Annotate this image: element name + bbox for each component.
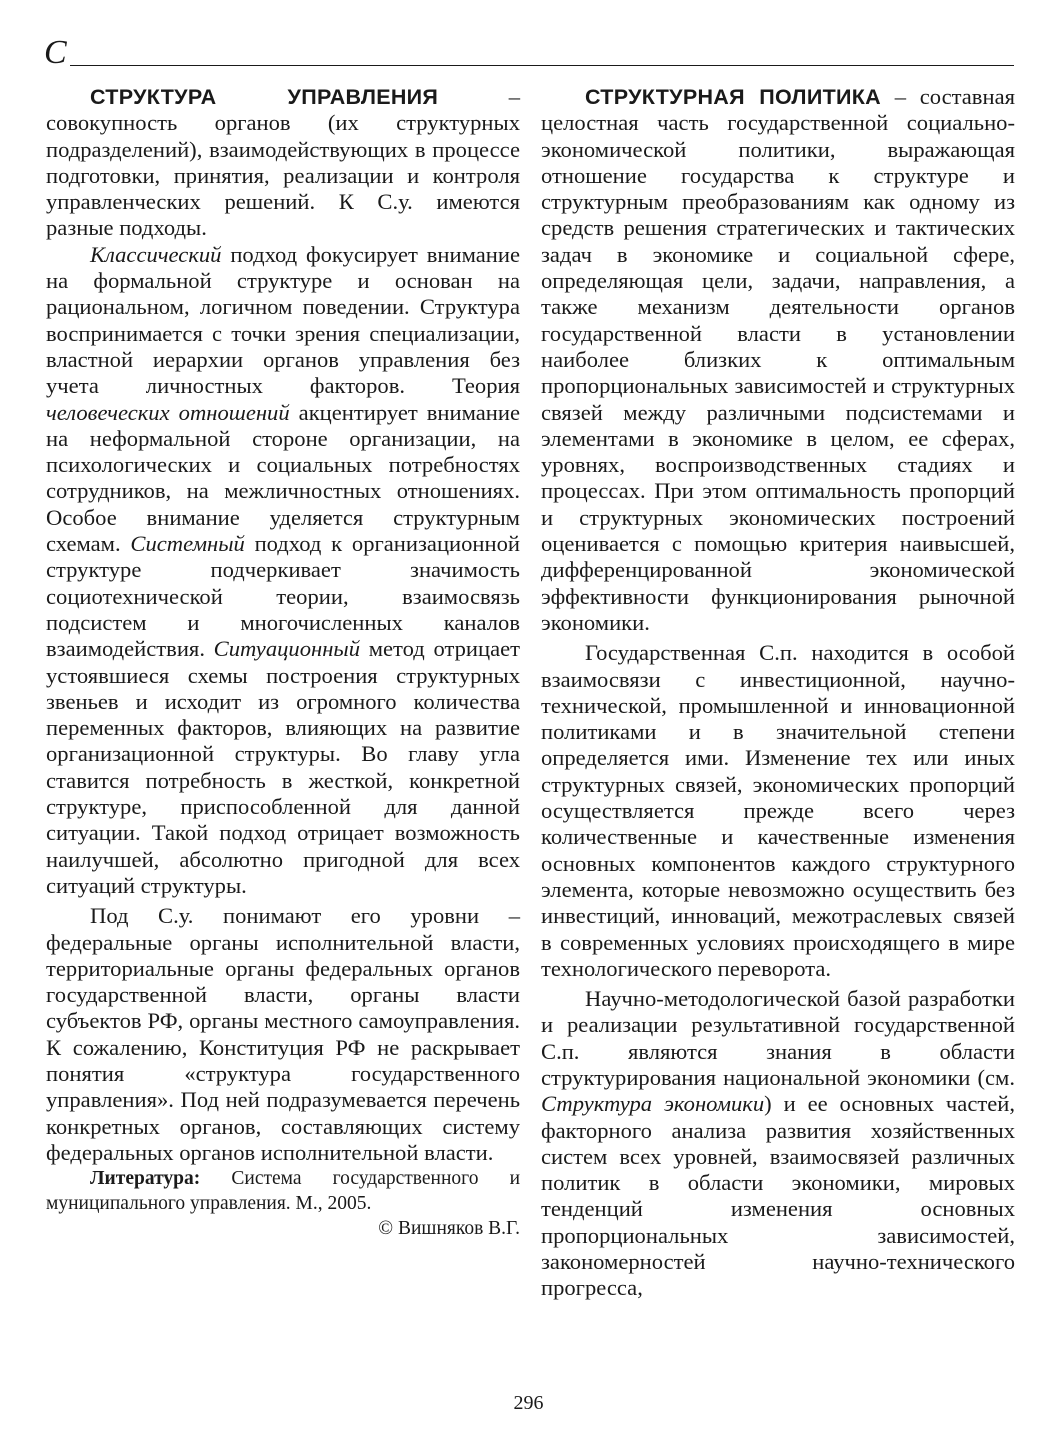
running-header	[44, 34, 1014, 70]
approaches-paragraph: Классический подход фокусирует внимание на формальной структуре и основан на рациональном, логичном поведении. Структура воспринимается с точки зрения специализации, властной иерархии органов управления без учета личностных факторов. Теория человеческих отношений акцентирует внимание на неформальной стороне организации, на психологических и социальных потребностях сотрудников, на межличностных отношениях. Особое внимание уделяется структурным схемам. Системный подход к организационной структуре подчеркивает значимость социотехнической теории, взаимосвязь подсистем и многочисленных каналов взаимодействия. Ситуационный метод отрицает устоявшиеся схемы построения структурных звеньев и исходит из огромного количества переменных факторов, влияющих на развитие организационной структуры. Во главу угла ставится потребность в жесткой, конкретной структуре, приспособленной для данной ситуации. Такой подход отрицает возможность наилучшей, абсолютно пригодной для всех ситуаций структуры.	[46, 241, 521, 898]
page-number: 296	[513, 1392, 544, 1414]
author-credit: © Вишняков В.Г.	[378, 1218, 520, 1240]
left-column	[46, 84, 520, 1242]
entry-term: СТРУКТУРНАЯ ПОЛИТИКА	[585, 85, 882, 109]
cross-reference: Структура экономики	[541, 1091, 765, 1117]
right-column	[541, 84, 1015, 1302]
entry-term: СТРУКТУРА УПРАВЛЕНИЯ	[90, 85, 439, 109]
header-letter: С	[44, 34, 67, 71]
levels-paragraph: Под С.у. понимают его уровни – федеральные органы исполнительной власти, территориальные органы федеральных органов государственной власти, органы власти субъектов РФ, органы местного самоуправления. К сожалению, Конституция РФ не раскрывает понятия «структура государственного управления». Под ней подразумевается перечень конкретных органов, составляющих систему федеральных органов исполнительной власти.	[46, 903, 520, 1165]
entry-structure-definition: СТРУКТУРА УПРАВЛЕНИЯ – совокупность органов (их структурных подразделений), взаимодействующих в процессе подготовки, принятия, реализации и контроля управленческих решений. К С.у. имеются разные подходы.	[46, 84, 520, 241]
header-rule	[70, 65, 1014, 66]
methodology-paragraph: Научно-методологической базой разработки и реализации результативной государственной С.п. являются знания в области структурирования национальной экономики (см. Структура экономики) и ее основных частей, факторного анализа развития хозяйственных систем всех уровней, взаимосвязей различных политик в области экономики, мировых тенденций изменения основных пропорциональных зависимостей, закономерностей научно-технического прогресса,	[541, 986, 1015, 1301]
entry-policy-definition: СТРУКТУРНАЯ ПОЛИТИКА – составная целостная часть государственной социально-экономической политики, выражающая отношение государства к структуре и структурным преобразованиям как одному из средств решения стратегических и тактических задач в экономике и социальной сфере, определяющая цели, задачи, направления, а также механизм деятельности органов государственной власти в установлении наиболее близких к оптимальным пропорциональных зависимостей и структурных связей между различными подсистемами и элементами в экономике в целом, ее сферах, уровнях, воспроизводственных стадиях и процессах. При этом оптимальность пропорций и структурных экономических построений оценивается с помощью критерия наивысшей, дифференцированной экономической эффективности функционирования рыночной экономики.	[541, 84, 1015, 635]
literature-reference: Литература: Система государственного и муниципального управления. М., 2005.	[46, 1168, 520, 1215]
relation-paragraph: Государственная С.п. находится в особой взаимосвязи с инвестиционной, научно-технической, промышленной и инновационной политиками и в значительной степени определяется ими. Изменение тех или иных структурных связей, экономических пропорций осуществляется прежде всего через количественные и качественные изменения основных компонентов каждого структурного элемента, которые невозможно осуществить без инвестиций, инноваций, межотраслевых связей в современных условиях происходящего в мире технологического переворота.	[541, 640, 1015, 981]
